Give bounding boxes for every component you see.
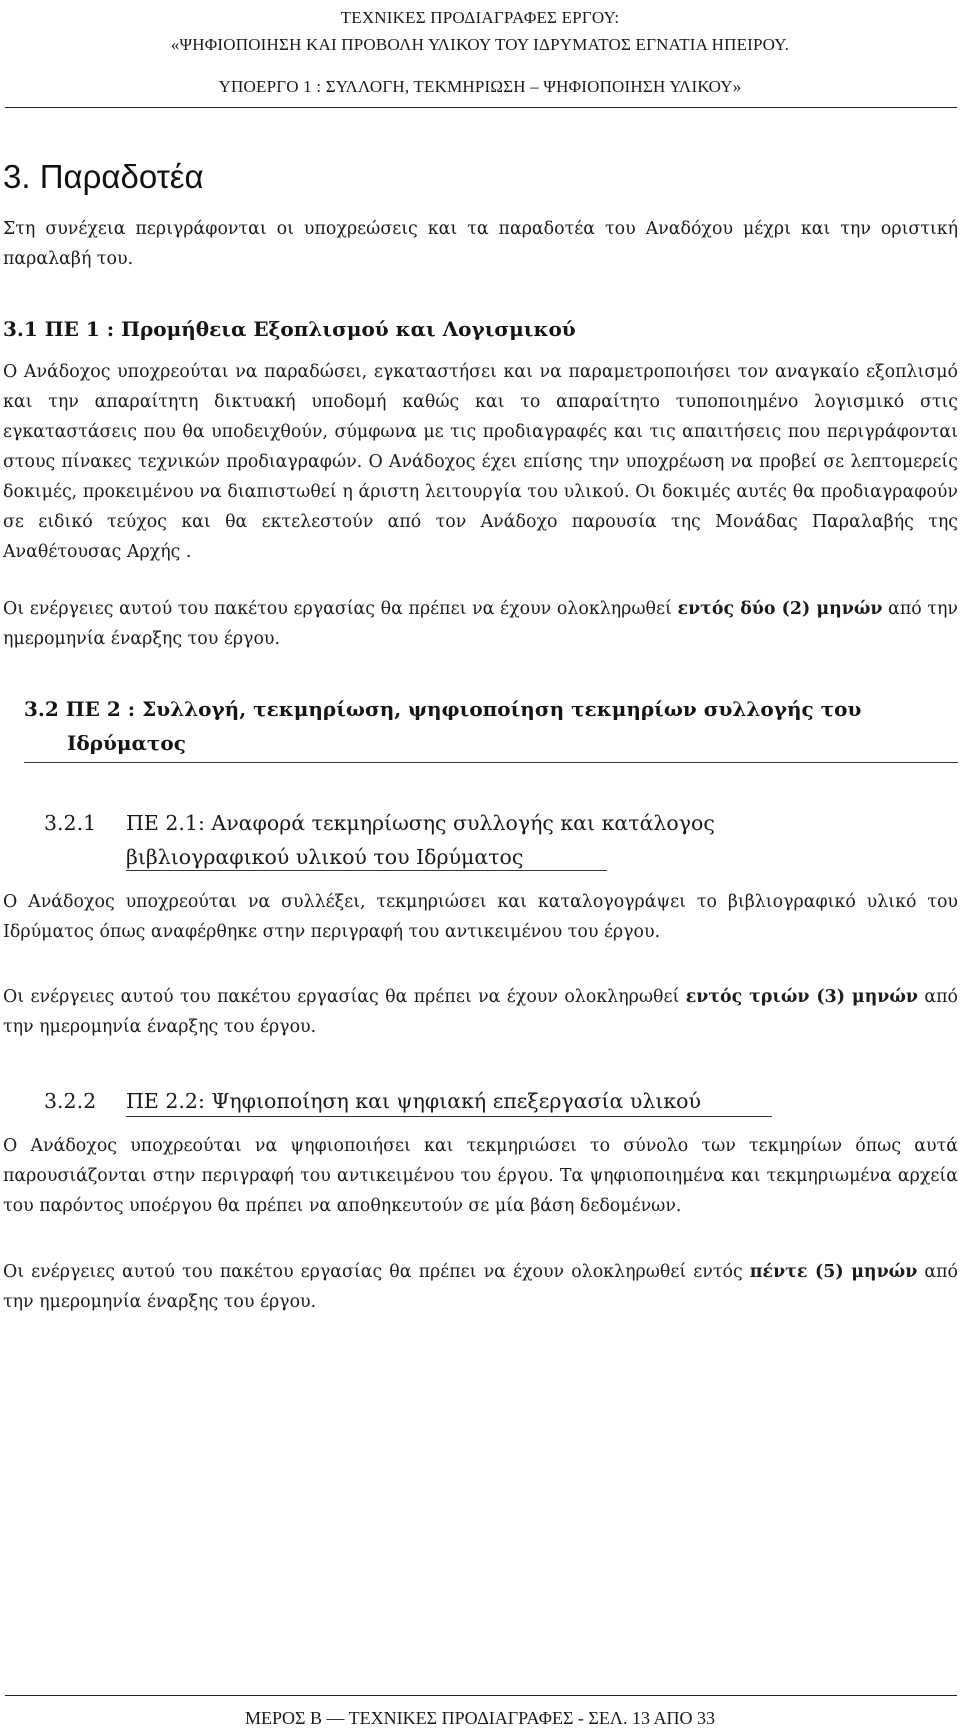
section-intro: Στη συνέχεια περιγράφονται οι υποχρεώσεις και τα παραδοτέα του Αναδόχου μέχρι και την οριστική παραλαβή του.	[3, 219, 958, 269]
deadline-text-end: από την ημερομηνία έναρξης του έργου.	[3, 1262, 958, 1312]
subsection-3-2-2-heading	[44, 1084, 944, 1120]
deadline-text: Οι ενέργειες αυτού του πακέτου εργασίας θα πρέπει να έχουν ολοκληρωθεί	[3, 599, 678, 619]
subsection-title-line-1: ΠΕ 2.1: Αναφορά τεκμηρίωσης συλλογής και κατάλογος	[126, 811, 715, 835]
subsection-3-2-2-rule	[126, 1116, 772, 1117]
subsection-3-2-1-paragraph: Ο Ανάδοχος υποχρεούται να συλλέξει, τεκμηριώσει και καταλογογράψει το βιβλιογραφικό υλικό του Ιδρύματος όπως αναφέρθηκε στην περιγραφή του αντικειμένου του έργου.	[3, 892, 958, 942]
subsection-3-2-title-line-2: Ιδρύματος	[67, 731, 186, 755]
subsection-3-2-2-paragraph: Ο Ανάδοχος υποχρεούται να ψηφιοποιήσει και τεκμηριώσει το σύνολο των τεκμηρίων όπως αυτά παρουσιάζονται στην περιγραφή του αντικειμένου του έργου. Τα ψηφιοποιημένα και τεκμηριωμένα αρχεία του παρόντος υποέργου θα πρέπει να αποθηκευτούν σε μία βάση δεδομένων.	[3, 1136, 958, 1216]
section-title: 3. Παραδοτέα	[3, 158, 204, 195]
subsection-title: ΠΕ 2.2: Ψηφιοποίηση και ψηφιακή επεξεργασία υλικού	[126, 1089, 701, 1113]
subsection-3-2-rule	[24, 762, 958, 763]
subsection-number: 3.2.1	[44, 811, 97, 835]
deadline-duration: εντός τριών (3) μηνών	[685, 987, 918, 1007]
subsection-3-2-title-line-1: 3.2 ΠΕ 2 : Συλλογή, τεκμηρίωση, ψηφιοποίηση τεκμηρίων συλλογής του	[24, 697, 862, 721]
footer-divider	[5, 1695, 957, 1696]
subsection-3-2-1-deadline	[3, 982, 958, 1042]
deadline-text: Οι ενέργειες αυτού του πακέτου εργασίας θα πρέπει να έχουν ολοκληρωθεί εντός	[3, 1262, 750, 1282]
subsection-3-2-2-deadline	[3, 1257, 958, 1317]
deadline-duration: εντός δύο (2) μηνών	[677, 599, 883, 619]
deadline-text-end: από την ημερομηνία έναρξης του έργου.	[3, 987, 958, 1037]
subsection-3-2-1-rule	[126, 870, 607, 871]
header-line-1: ΤΕΧΝΙΚΕΣ ΠΡΟΔΙΑΓΡΑΦΕΣ ΕΡΓΟΥ:	[340, 8, 620, 27]
header-divider	[5, 107, 957, 108]
subsection-title-line-2: βιβλιογραφικού υλικού του Ιδρύματος	[126, 845, 524, 869]
header-line-2: «ΨΗΦΙΟΠΟΙΗΣΗ ΚΑΙ ΠΡΟΒΟΛΗ ΥΛΙΚΟΥ ΤΟΥ ΙΔΡΥΜΑΤΟΣ ΕΓΝΑΤΙΑ ΗΠΕΙΡΟΥ.	[170, 35, 790, 54]
subsection-3-1-paragraph: Ο Ανάδοχος υποχρεούται να παραδώσει, εγκαταστήσει και να παραμετροποιήσει τον αναγκαίο εξοπλισμό και την απαραίτητη δικτυακή υποδομή καθώς και το απαραίτητο τυποποιημένο λογισμικό στις εγκαταστάσεις που θα υποδειχθούν, σύμφωνα με τις προδιαγραφές και τις απαιτήσεις που περιγράφονται στους πίνακες τεχνικών προδιαγραφών. Ο Ανάδοχος έχει επίσης την υποχρέωση να προβεί σε λεπτομερείς δοκιμές, προκειμένου να διαπιστωθεί η άριστη λειτουργία του υλικού. Οι δοκιμές αυτές θα προδιαγραφούν σε ειδικό τεύχος και θα εκτελεστούν από τον Ανάδοχο παρουσία της Μονάδας Παραλαβής της Αναθέτουσας Αρχής .	[3, 362, 958, 562]
subsection-3-1-deadline	[3, 594, 958, 654]
header-line-3: ΥΠΟΕΡΓΟ 1 : ΣΥΛΛΟΓΗ, ΤΕΚΜΗΡΙΩΣΗ – ΨΗΦΙΟΠΟΙΗΣΗ ΥΛΙΚΟΥ»	[218, 77, 742, 96]
subsection-3-2-1-heading	[44, 806, 944, 876]
deadline-duration: πέντε (5) μηνών	[749, 1262, 918, 1282]
page-footer: ΜΕΡΟΣ Β — ΤΕΧΝΙΚΕΣ ΠΡΟΔΙΑΓΡΑΦΕΣ - ΣΕΛ. 13 ΑΠΟ 33	[245, 1708, 715, 1728]
deadline-text: Οι ενέργειες αυτού του πακέτου εργασίας θα πρέπει να έχουν ολοκληρωθεί	[3, 987, 686, 1007]
deadline-text-end: από την ημερομηνία έναρξης του έργου.	[3, 599, 959, 649]
subsection-3-1-title: 3.1 ΠΕ 1 : Προμήθεια Εξοπλισμού και Λογισμικού	[3, 317, 576, 341]
subsection-number: 3.2.2	[44, 1089, 97, 1113]
